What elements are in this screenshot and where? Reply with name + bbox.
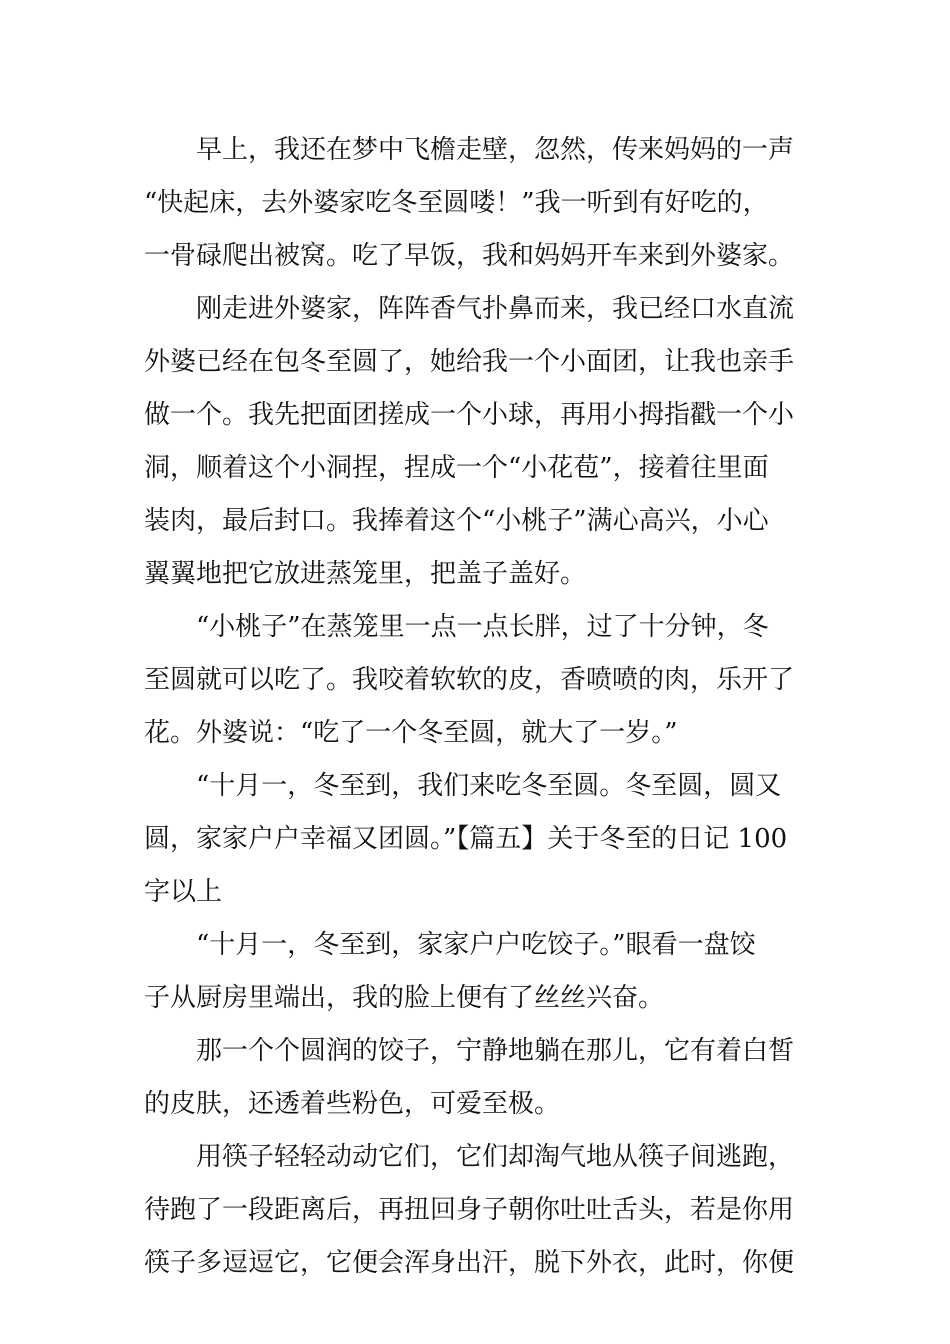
text-line: “十月一，冬至到，我们来吃冬至圆。冬至圆，圆又 [196, 771, 782, 801]
text-line: 洞，顺着这个小洞捏，捏成一个“小花苞”，接着往里面 [144, 453, 769, 483]
text-line: 翼翼地把它放进蒸笼里，把盖子盖好。 [144, 559, 587, 589]
text-line: 一骨碌爬出被窝。吃了早饭，我和妈妈开车来到外婆家。 [144, 241, 795, 271]
text-line: 待跑了一段距离后，再扭回身子朝你吐吐舌头，若是你用 [144, 1195, 795, 1225]
text-line: 子从厨房里端出，我的脸上便有了丝丝兴奋。 [144, 983, 665, 1013]
text-line: 圆，家家户户幸福又团圆。”【篇五】关于冬至的日记 100 [144, 824, 788, 854]
document-body [144, 124, 809, 1290]
text-line: “十月一，冬至到，家家户户吃饺子。”眼看一盘饺 [196, 930, 756, 960]
text-line: 刚走进外婆家，阵阵香气扑鼻而来，我已经口水直流 [196, 294, 795, 324]
text-line: 那一个个圆润的饺子，宁静地躺在那儿，它有着白皙 [196, 1036, 795, 1066]
text-line: 外婆已经在包冬至圆了，她给我一个小面团，让我也亲手 [144, 347, 795, 377]
paragraph-3 [144, 601, 809, 760]
paragraph-5 [144, 919, 809, 1025]
text-line: 筷子多逗逗它，它便会浑身出汗，脱下外衣，此时，你便 [144, 1248, 795, 1278]
text-line: 字以上 [144, 877, 223, 907]
paragraph-6 [144, 1025, 809, 1131]
text-line: 用筷子轻轻动动它们，它们却淘气地从筷子间逃跑， [196, 1142, 795, 1172]
text-line: 花。外婆说：“吃了一个冬至圆，就大了一岁。” [144, 718, 678, 748]
text-line: “快起床，去外婆家吃冬至圆喽！”我一听到有好吃的， [144, 188, 769, 218]
text-line: 至圆就可以吃了。我咬着软软的皮，香喷喷的肉，乐开了 [144, 665, 795, 695]
text-line: 早上，我还在梦中飞檐走壁，忽然，传来妈妈的一声 [196, 135, 795, 165]
text-line: “小桃子”在蒸笼里一点一点长胖，过了十分钟，冬 [196, 612, 769, 642]
text-line: 做一个。我先把面团搓成一个小球，再用小拇指戳一个小 [144, 400, 795, 430]
paragraph-7 [144, 1131, 809, 1290]
text-line: 的皮肤，还透着些粉色，可爱至极。 [144, 1089, 561, 1119]
paragraph-1 [144, 124, 809, 283]
paragraph-2 [144, 283, 809, 601]
text-line: 装肉，最后封口。我捧着这个“小桃子”满心高兴，小心 [144, 506, 769, 536]
paragraph-4 [144, 760, 809, 919]
